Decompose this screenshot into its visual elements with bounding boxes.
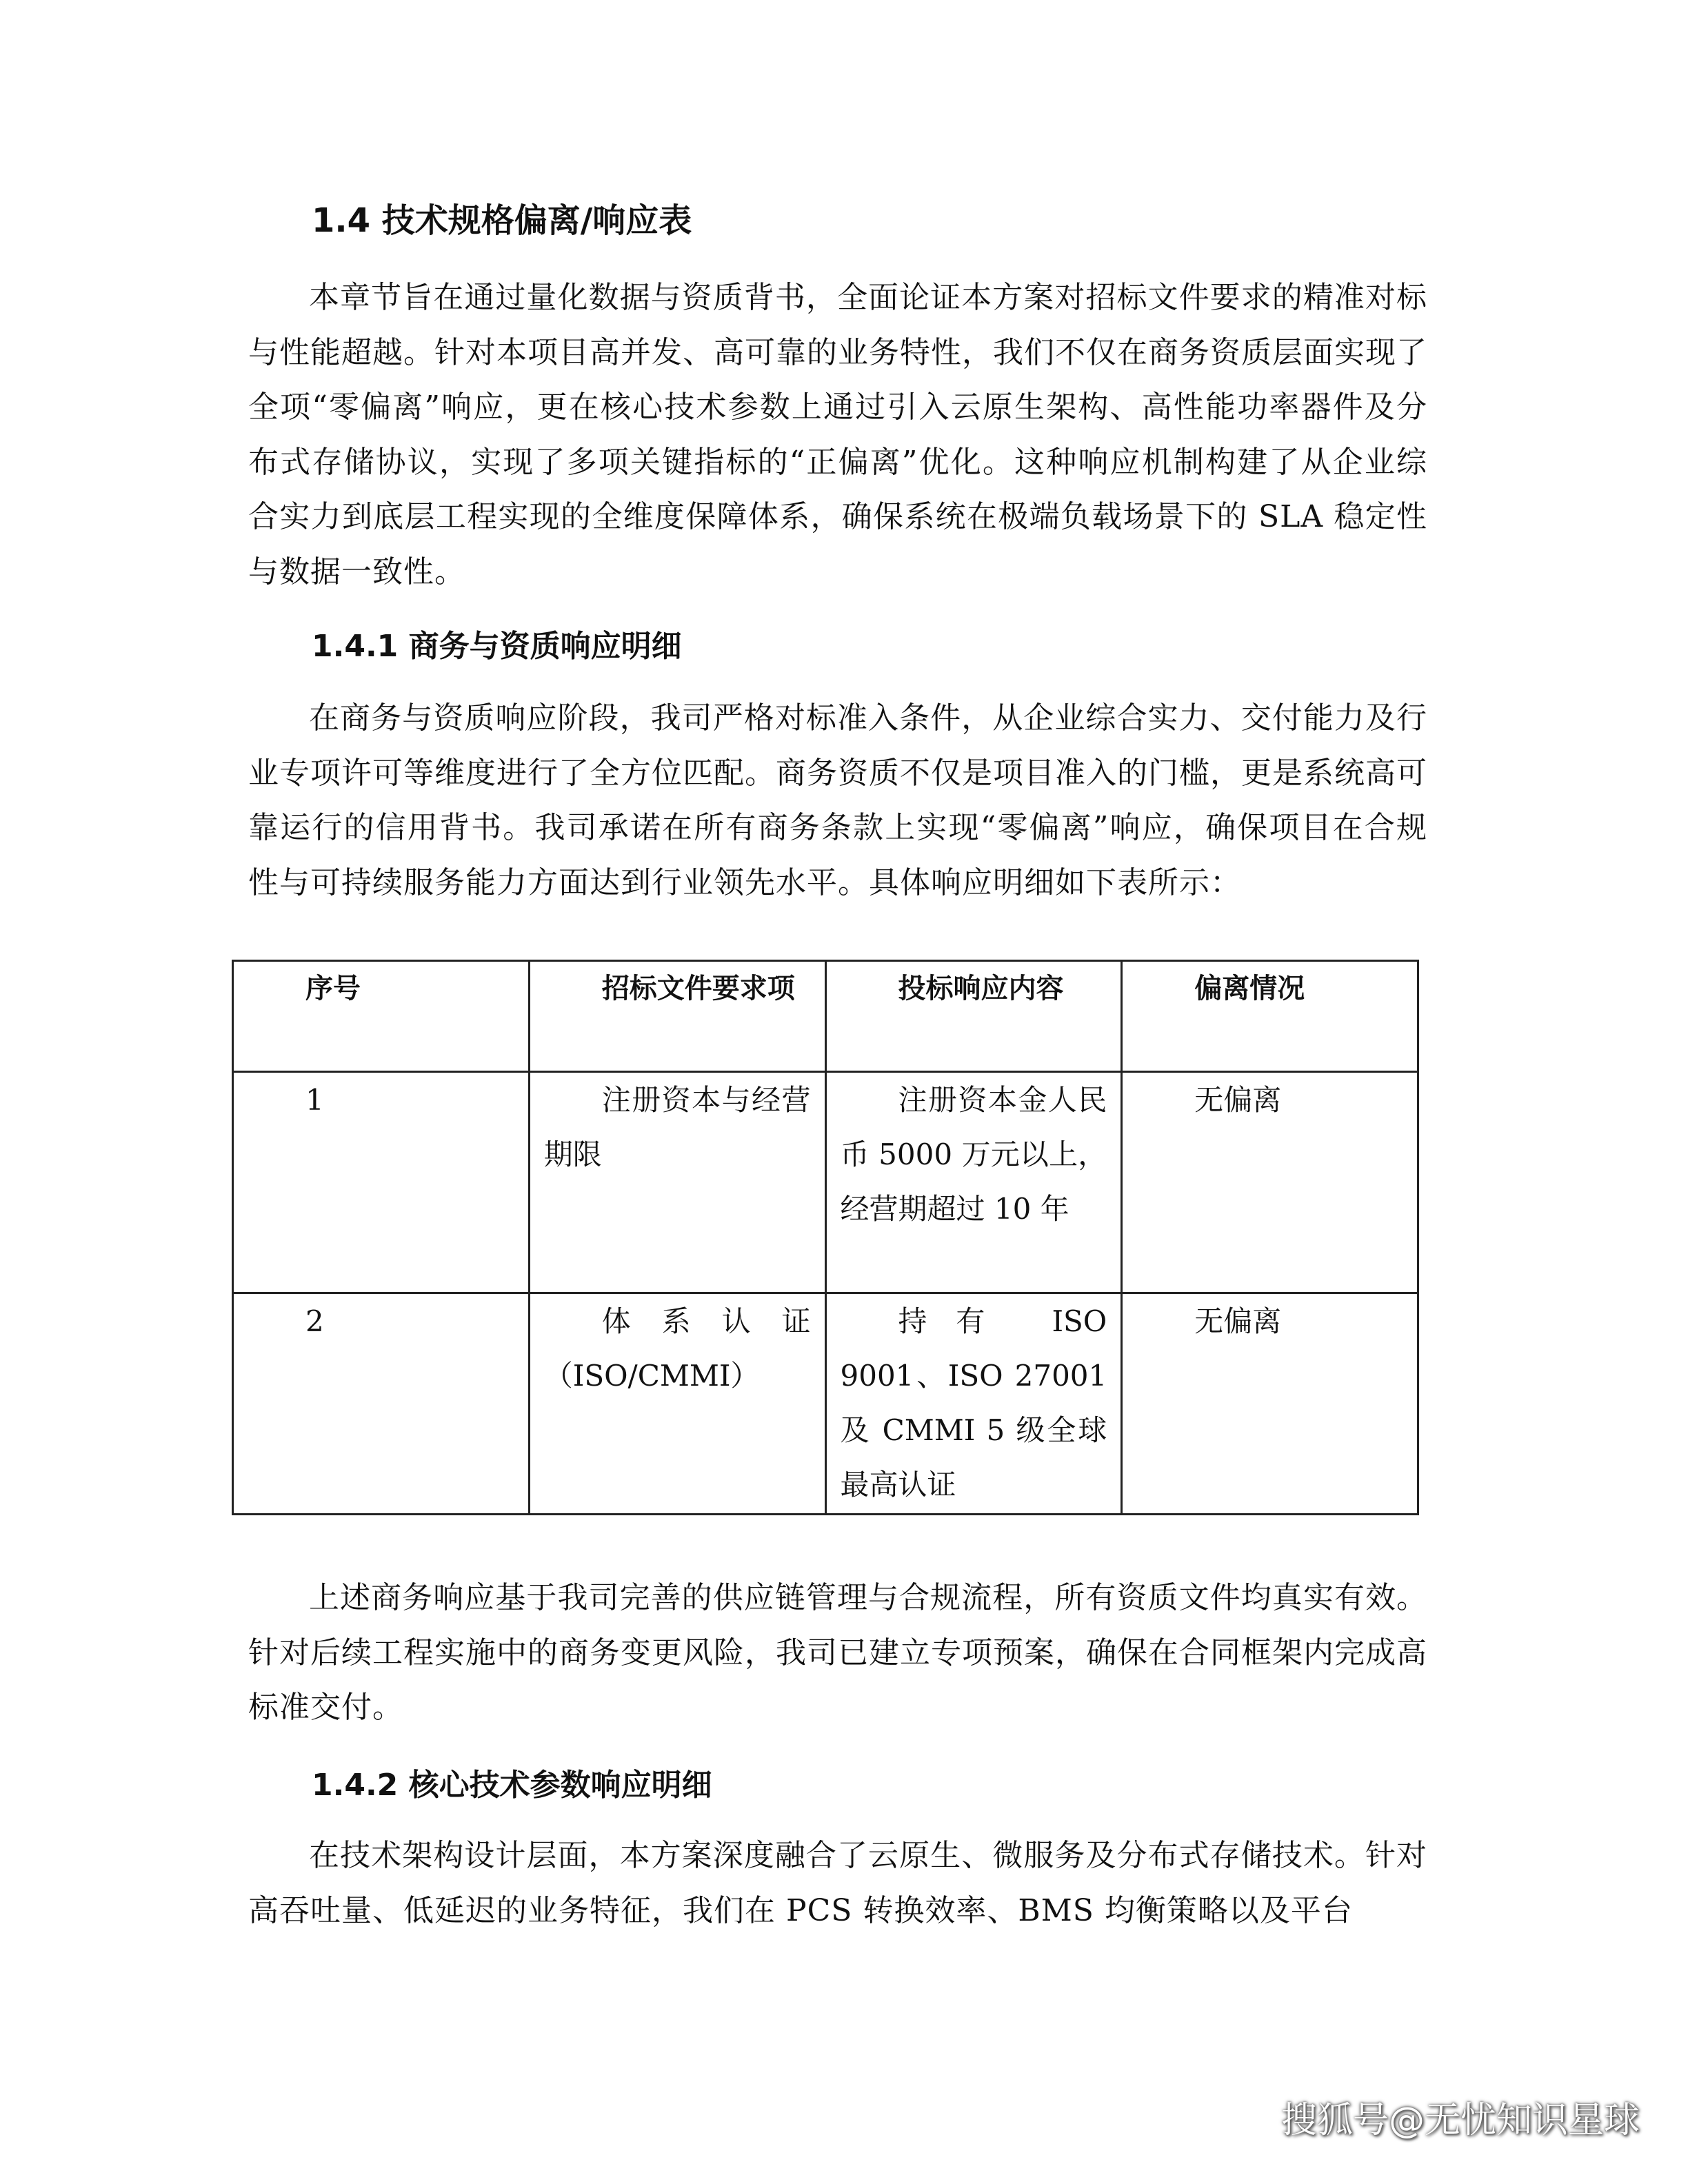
row-no: 2 [233,1293,530,1515]
intro-paragraph: 本章节旨在通过量化数据与资质背书，全面论证本方案对招标文件要求的精准对标与性能超越。针对本项目高并发、高可靠的业务特性，我们不仅在商务资质层面实现了全项“零偏离”响应，更在核心技术参数上通过引入云原生架构、高性能功率器件及分布式存储协议，实现了多项关键指标的“正偏离”优化。这种响应机制构建了从企业综合实力到底层工程实现的全维度保障体系，确保系统在极端负载场景下的 SLA 稳定性与数据一致性。 [248,280,1427,589]
table-header-row [233,961,1418,1072]
row-requirement: 体系认证（ISO/CMMI） [529,1293,825,1515]
watermark-text: 搜狐号@无忧知识星球 [1280,2100,1640,2141]
header-deviation: 偏离情况 [1122,961,1418,1072]
table-row [233,1293,1418,1515]
section-title: 1.4 技术规格偏离/响应表 [312,201,692,240]
row-deviation: 无偏离 [1122,1293,1418,1515]
row-deviation: 无偏离 [1122,1072,1418,1293]
header-no: 序号 [233,961,530,1072]
row-requirement: 注册资本与经营期限 [529,1072,825,1293]
subsection-2-paragraph: 在技术架构设计层面，本方案深度融合了云原生、微服务及分布式存储技术。针对高吞吐量、低延迟的业务特征，我们在 PCS 转换效率、BMS 均衡策略以及平台 [248,1838,1427,1928]
subsection-1-paragraph: 在商务与资质响应阶段，我司严格对标准入条件，从企业综合实力、交付能力及行业专项许可等维度进行了全方位匹配。商务资质不仅是项目准入的门槛，更是系统高可靠运行的信用背书。我司承诺在所有商务条款上实现“零偏离”响应，确保项目在合规性与可持续服务能力方面达到行业领先水平。具体响应明细如下表所示： [248,700,1427,900]
subsection-1-title: 1.4.1 商务与资质响应明细 [312,629,682,664]
compliance-table [232,960,1419,1515]
subsection-2-title: 1.4.2 核心技术参数响应明细 [312,1768,712,1803]
row-response: 持有 ISO 9001、ISO 27001 及 CMMI 5 级全球最高认证 [825,1293,1122,1515]
row-response: 注册资本金人民币 5000 万元以上，经营期超过 10 年 [825,1072,1122,1293]
header-requirement: 招标文件要求项 [529,961,825,1072]
header-response: 投标响应内容 [825,961,1122,1072]
table-row [233,1072,1418,1293]
row-no: 1 [233,1072,530,1293]
after-table-paragraph: 上述商务响应基于我司完善的供应链管理与合规流程，所有资质文件均真实有效。针对后续工程实施中的商务变更风险，我司已建立专项预案，确保在合同框架内完成高标准交付。 [248,1580,1427,1725]
